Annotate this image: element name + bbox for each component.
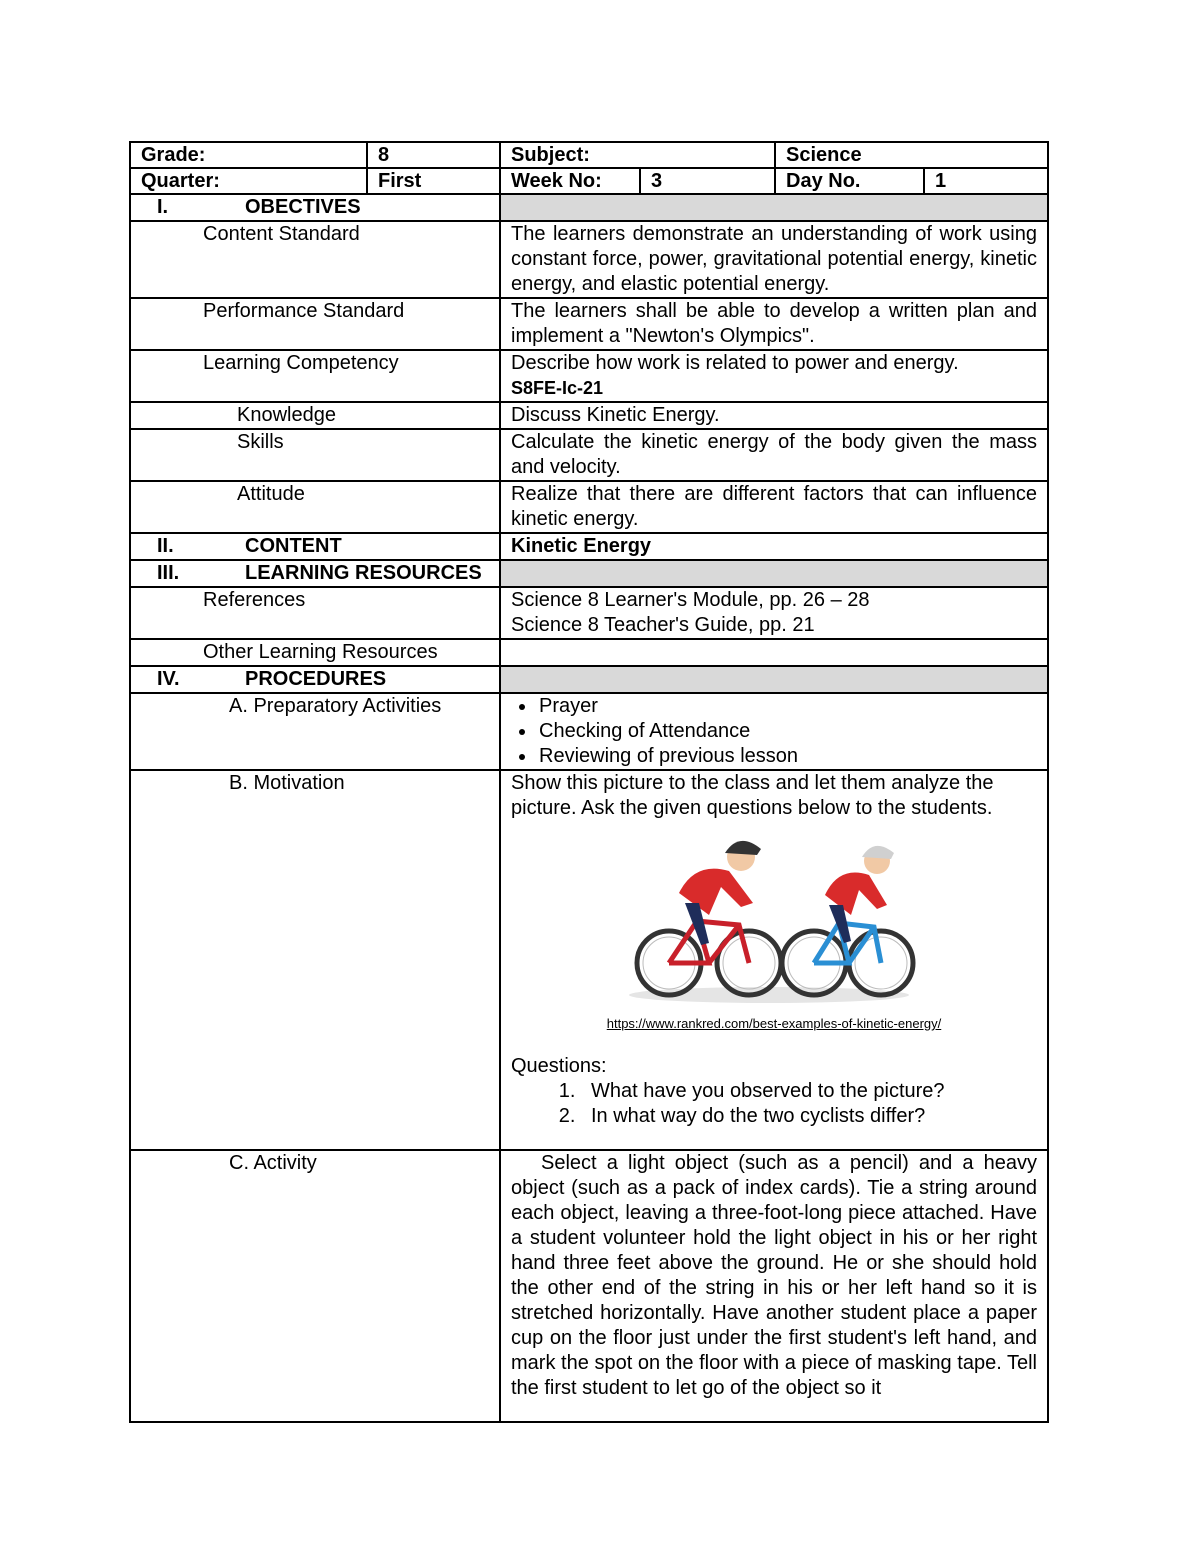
week-label: Week No:: [500, 168, 640, 194]
section-number: I.: [157, 196, 169, 218]
section-procedures: [130, 666, 1048, 693]
list-item: • Prayer: [537, 694, 1037, 719]
list-item: 1. What have you observed to the picture?: [581, 1079, 1037, 1104]
list-item: • Checking of Attendance: [537, 719, 1037, 744]
list-item: 2. In what way do the two cyclists differ?: [581, 1104, 1037, 1129]
grade-label: Grade:: [130, 142, 367, 168]
questions-list: [511, 1079, 1037, 1129]
skills-label: Skills: [130, 429, 500, 481]
lesson-plan-table: [129, 193, 1049, 1423]
other-resources-label: Other Learning Resources: [130, 639, 500, 666]
header-table: [129, 141, 1049, 195]
content-value: Kinetic Energy: [500, 533, 1048, 560]
reference-item: Science 8 Teacher's Guide, pp. 21: [511, 614, 815, 636]
day-label: Day No.: [775, 168, 924, 194]
activity-row: [130, 1150, 1048, 1422]
performance-standard-label: Performance Standard: [130, 298, 500, 350]
activity-text: Select a light object (such as a pencil) and a heavy object (such as a pack of index cards). Tie a string around each object, leaving a three-foot-long piece attached. Have a student volunteer hold the light object in his or her right hand three feet above the ground. He or she should hold the other end of the string in his or her left hand so it is stretched horizontally. Have another student place a paper cup on the floor just under the first student's left hand, and mark the spot on the floor with a piece of masking tape. Tell the first student to let go of the object so it: [500, 1150, 1048, 1422]
section-title: CONTENT: [245, 535, 342, 557]
attitude-label: Attitude: [130, 481, 500, 533]
skills-row: [130, 429, 1048, 481]
subject-label: Subject:: [500, 142, 775, 168]
knowledge-row: [130, 402, 1048, 429]
section-number: II.: [157, 535, 174, 557]
attitude-row: [130, 481, 1048, 533]
preparatory-activities-list: [511, 694, 1037, 769]
motivation-label: B. Motivation: [130, 770, 500, 1150]
other-resources-row: [130, 639, 1048, 666]
learning-competency-row: [130, 350, 1048, 402]
section-title: OBECTIVES: [245, 196, 361, 218]
motivation-text: Show this picture to the class and let them analyze the picture. Ask the given questions below to the students.: [511, 772, 994, 819]
attitude-text: Realize that there are different factors that can influence kinetic energy.: [500, 481, 1048, 533]
motivation-row: [130, 770, 1048, 1150]
section-number: III.: [157, 562, 180, 584]
week-value: 3: [640, 168, 775, 194]
references-row: [130, 587, 1048, 639]
section-title: LEARNING RESOURCES: [245, 562, 482, 584]
reference-item: Science 8 Learner's Module, pp. 26 – 28: [511, 589, 870, 611]
learning-competency-text: Describe how work is related to power and energy.: [511, 352, 959, 374]
two-cyclists-illustration-icon: [629, 835, 919, 1005]
section-content: [130, 533, 1048, 560]
content-standard-text: The learners demonstrate an understanding of work using constant force, power, gravitational potential energy, kinetic energy, and elastic potential energy.: [500, 221, 1048, 298]
questions-label: Questions:: [511, 1055, 607, 1077]
references-label: References: [130, 587, 500, 639]
content-standard-label: Content Standard: [130, 221, 500, 298]
knowledge-text: Discuss Kinetic Energy.: [500, 402, 1048, 429]
learning-competency-code: S8FE-Ic-21: [511, 378, 604, 398]
day-value: 1: [924, 168, 1048, 194]
knowledge-label: Knowledge: [130, 402, 500, 429]
section-number: IV.: [157, 668, 180, 690]
learning-competency-label: Learning Competency: [130, 350, 500, 402]
skills-text: Calculate the kinetic energy of the body given the mass and velocity.: [500, 429, 1048, 481]
grade-value: 8: [367, 142, 500, 168]
performance-standard-text: The learners shall be able to develop a written plan and implement a "Newton's Olympics".: [500, 298, 1048, 350]
activity-label: C. Activity: [130, 1150, 500, 1422]
subject-value: Science: [775, 142, 1048, 168]
section-objectives: [130, 194, 1048, 221]
performance-standard-row: [130, 298, 1048, 350]
quarter-value: First: [367, 168, 500, 194]
preparatory-activities-row: [130, 693, 1048, 770]
quarter-label: Quarter:: [130, 168, 367, 194]
preparatory-activities-label: A. Preparatory Activities: [130, 693, 500, 770]
section-title: PROCEDURES: [245, 668, 387, 690]
list-item: • Reviewing of previous lesson: [537, 744, 1037, 769]
section-learning-resources: [130, 560, 1048, 587]
content-standard-row: [130, 221, 1048, 298]
picture-source-link[interactable]: https://www.rankred.com/best-examples-of-kinetic-energy/: [606, 1016, 942, 1031]
